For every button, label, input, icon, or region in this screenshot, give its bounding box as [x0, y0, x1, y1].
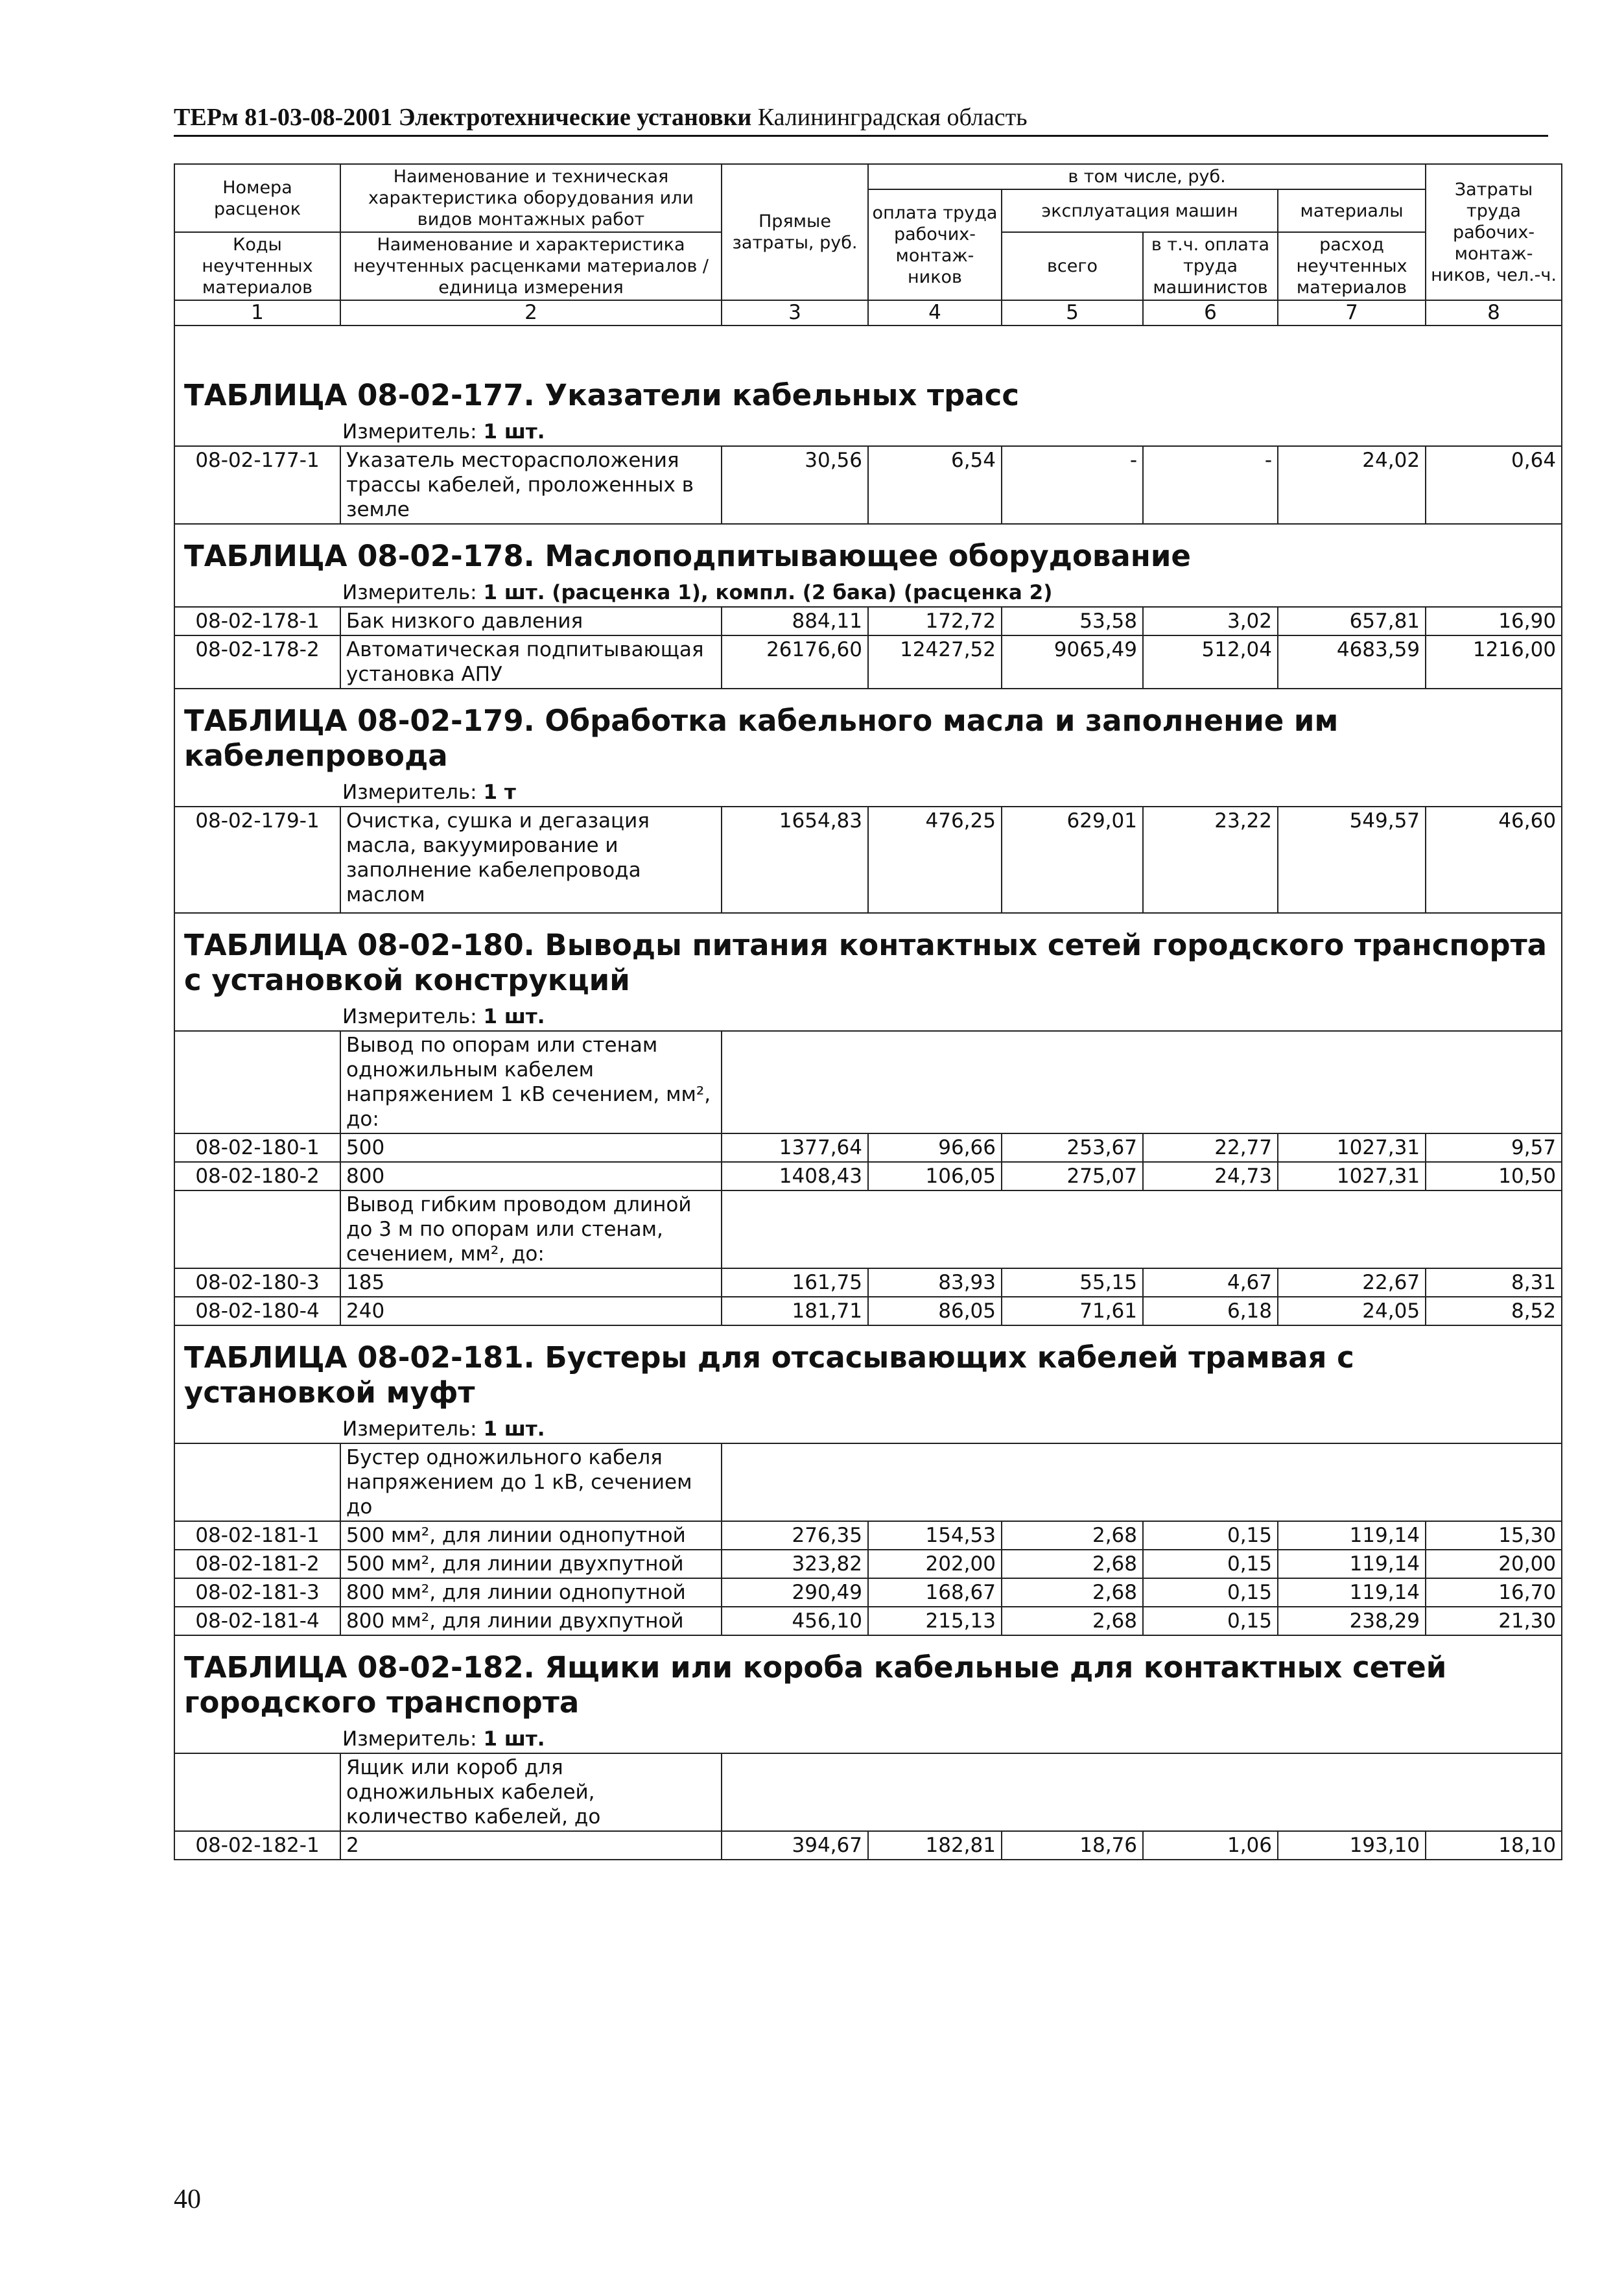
table-row [174, 807, 1562, 913]
labor-hours: 46,60 [1426, 807, 1562, 913]
section-title-177 [174, 326, 1562, 418]
labor-hours: 1216,00 [1426, 635, 1562, 689]
col-number: 3 [722, 300, 868, 326]
labor-pay: 168,67 [868, 1578, 1002, 1607]
table-row [174, 1607, 1562, 1635]
header-region: Калининградская область [757, 104, 1028, 131]
machines-total: 9065,49 [1002, 635, 1143, 689]
running-header [174, 102, 1548, 137]
measure-label: Измеритель: [342, 420, 477, 444]
measure-label: Измеритель: [342, 1417, 477, 1441]
rate-code: 08-02-181-1 [174, 1521, 340, 1550]
empty-cell [174, 1031, 340, 1133]
measure-label: Измеритель: [342, 781, 477, 804]
machines-total: 53,58 [1002, 607, 1143, 635]
rate-name: 185 [340, 1268, 722, 1297]
machinists-pay: 6,18 [1143, 1297, 1278, 1325]
header-code: ТЕРм 81-03-08-2001 [174, 104, 393, 131]
rate-name: 800 мм², для линии однопутной [340, 1578, 722, 1607]
rate-name: Бак низкого давления [340, 607, 722, 635]
col-ekspl: эксплуатация машин [1002, 189, 1278, 232]
materials: 238,29 [1278, 1607, 1426, 1635]
table-row [174, 1550, 1562, 1578]
table-row [174, 1268, 1562, 1297]
machines-total: 2,68 [1002, 1550, 1143, 1578]
machines-total: 2,68 [1002, 1607, 1143, 1635]
rate-name: 800 [340, 1162, 722, 1190]
materials: 4683,59 [1278, 635, 1426, 689]
measure-line [174, 1415, 1562, 1443]
table-header [174, 164, 1562, 326]
col-materialy: материалы [1278, 189, 1426, 232]
machines-total: 629,01 [1002, 807, 1143, 913]
empty-cell [722, 1443, 1562, 1521]
machinists-pay: 1,06 [1143, 1831, 1278, 1860]
section-heading: ТАБЛИЦА 08-02-179. Обработка кабельного масла и заполнение им кабелепровода [184, 704, 1339, 773]
group-heading: Вывод по опорам или стенам одножильным кабелем напряжением 1 кВ сечением, мм², до: [340, 1031, 722, 1133]
col-number: 1 [174, 300, 340, 326]
measure-line [174, 1003, 1562, 1031]
section-title-180 [174, 913, 1562, 1003]
materials: 119,14 [1278, 1521, 1426, 1550]
section-title-182 [174, 1635, 1562, 1725]
machinists-pay: 23,22 [1143, 807, 1278, 913]
group-heading-row [174, 1443, 1562, 1521]
empty-cell [174, 1753, 340, 1831]
measure-value: 1 шт. [483, 420, 545, 444]
labor-hours: 16,90 [1426, 607, 1562, 635]
direct-cost: 1377,64 [722, 1133, 868, 1162]
group-heading: Вывод гибким проводом длиной до 3 м по опорам или стенам, сечением, мм², до: [340, 1190, 722, 1268]
machinists-pay: 22,77 [1143, 1133, 1278, 1162]
machines-total: 275,07 [1002, 1162, 1143, 1190]
measure-value: 1 шт. [483, 1005, 545, 1028]
section-heading: ТАБЛИЦА 08-02-181. Бустеры для отсасывающих кабелей трамвая с установкой муфт [184, 1340, 1354, 1410]
labor-pay: 202,00 [868, 1550, 1002, 1578]
direct-cost: 161,75 [722, 1268, 868, 1297]
labor-pay: 12427,52 [868, 635, 1002, 689]
materials: 657,81 [1278, 607, 1426, 635]
col-kody: Коды неучтенных материалов [174, 232, 340, 300]
machines-total: 71,61 [1002, 1297, 1143, 1325]
materials: 119,14 [1278, 1578, 1426, 1607]
rate-name: 800 мм², для линии двухпутной [340, 1607, 722, 1635]
col-vtom: в том числе, руб. [868, 164, 1426, 189]
col-number: 7 [1278, 300, 1426, 326]
measure-value: 1 шт. [483, 1727, 545, 1751]
machines-total: - [1002, 446, 1143, 524]
direct-cost: 290,49 [722, 1578, 868, 1607]
measure-line [174, 418, 1562, 446]
direct-cost: 181,71 [722, 1297, 868, 1325]
col-naimen: Наименование и техническая характеристика оборудования или видов монтажных работ [340, 164, 722, 232]
machines-total: 253,67 [1002, 1133, 1143, 1162]
table-row [174, 607, 1562, 635]
materials: 119,14 [1278, 1550, 1426, 1578]
rate-name: 500 [340, 1133, 722, 1162]
rate-code: 08-02-182-1 [174, 1831, 340, 1860]
direct-cost: 323,82 [722, 1550, 868, 1578]
machines-total: 2,68 [1002, 1578, 1143, 1607]
labor-pay: 86,05 [868, 1297, 1002, 1325]
col-number: 2 [340, 300, 722, 326]
machinists-pay: 0,15 [1143, 1521, 1278, 1550]
rate-code: 08-02-180-1 [174, 1133, 340, 1162]
group-heading-row [174, 1031, 1562, 1133]
labor-hours: 8,31 [1426, 1268, 1562, 1297]
materials: 24,02 [1278, 446, 1426, 524]
materials: 22,67 [1278, 1268, 1426, 1297]
section-title-178 [174, 524, 1562, 579]
labor-hours: 21,30 [1426, 1607, 1562, 1635]
measure-label: Измеритель: [342, 581, 477, 604]
materials: 1027,31 [1278, 1133, 1426, 1162]
labor-hours: 0,64 [1426, 446, 1562, 524]
direct-cost: 30,56 [722, 446, 868, 524]
section-title-179 [174, 689, 1562, 779]
table-row [174, 1133, 1562, 1162]
labor-hours: 16,70 [1426, 1578, 1562, 1607]
machinists-pay: 0,15 [1143, 1607, 1278, 1635]
table-row [174, 446, 1562, 524]
machinists-pay: 0,15 [1143, 1578, 1278, 1607]
table-row [174, 1521, 1562, 1550]
labor-hours: 8,52 [1426, 1297, 1562, 1325]
page-number: 40 [174, 2184, 201, 2214]
rate-name: Автоматическая подпитывающая установка АПУ [340, 635, 722, 689]
machinists-pay: 24,73 [1143, 1162, 1278, 1190]
machinists-pay: 4,67 [1143, 1268, 1278, 1297]
group-heading-row [174, 1753, 1562, 1831]
table-row [174, 1297, 1562, 1325]
col-number: 4 [868, 300, 1002, 326]
materials: 549,57 [1278, 807, 1426, 913]
rate-code: 08-02-181-4 [174, 1607, 340, 1635]
section-heading: ТАБЛИЦА 08-02-177. Указатели кабельных трасс [184, 378, 1020, 412]
rate-name: 240 [340, 1297, 722, 1325]
rate-name: 500 мм², для линии двухпутной [340, 1550, 722, 1578]
labor-pay: 215,13 [868, 1607, 1002, 1635]
table-body [174, 326, 1562, 1860]
labor-pay: 154,53 [868, 1521, 1002, 1550]
rate-code: 08-02-179-1 [174, 807, 340, 913]
labor-pay: 476,25 [868, 807, 1002, 913]
col-pryamye: Прямые затраты, руб. [722, 164, 868, 300]
section-heading: ТАБЛИЦА 08-02-182. Ящики или короба кабельные для контактных сетей городского транспорта [184, 1650, 1447, 1720]
labor-hours: 18,10 [1426, 1831, 1562, 1860]
table-row [174, 1578, 1562, 1607]
group-heading: Бустер одножильного кабеля напряжением до 1 кВ, сечением до [340, 1443, 722, 1521]
rate-code: 08-02-180-4 [174, 1297, 340, 1325]
machinists-pay: 0,15 [1143, 1550, 1278, 1578]
empty-cell [722, 1753, 1562, 1831]
group-heading: Ящик или короб для одножильных кабелей, количество кабелей, до [340, 1753, 722, 1831]
measure-line [174, 1725, 1562, 1753]
materials: 193,10 [1278, 1831, 1426, 1860]
group-heading-row [174, 1190, 1562, 1268]
table-row [174, 1162, 1562, 1190]
measure-label: Измеритель: [342, 1727, 477, 1751]
direct-cost: 1654,83 [722, 807, 868, 913]
rate-code: 08-02-180-3 [174, 1268, 340, 1297]
section-heading: ТАБЛИЦА 08-02-180. Выводы питания контактных сетей городского транспорта с установкой конструкций [184, 928, 1548, 997]
direct-cost: 456,10 [722, 1607, 868, 1635]
labor-hours: 10,50 [1426, 1162, 1562, 1190]
header-title: Электротехнические установки [398, 104, 752, 131]
labor-pay: 106,05 [868, 1162, 1002, 1190]
labor-pay: 172,72 [868, 607, 1002, 635]
price-table [174, 163, 1562, 1860]
measure-value: 1 шт. (расценка 1), компл. (2 бака) (расценка 2) [483, 581, 1053, 604]
direct-cost: 26176,60 [722, 635, 868, 689]
rate-name: Очистка, сушка и дегазация масла, вакуумирование и заполнение кабелепровода маслом [340, 807, 722, 913]
rate-code: 08-02-181-2 [174, 1550, 340, 1578]
rate-code: 08-02-177-1 [174, 446, 340, 524]
col-nomera: Номера расценок [174, 164, 340, 232]
measure-line [174, 779, 1562, 807]
col-number: 6 [1143, 300, 1278, 326]
section-title-181 [174, 1325, 1562, 1415]
direct-cost: 1408,43 [722, 1162, 868, 1190]
rate-name: 500 мм², для линии однопутной [340, 1521, 722, 1550]
col-rashod: расход неучтенных материалов [1278, 232, 1426, 300]
labor-hours: 20,00 [1426, 1550, 1562, 1578]
labor-pay: 83,93 [868, 1268, 1002, 1297]
machines-total: 2,68 [1002, 1521, 1143, 1550]
col-oplata: оплата труда рабочих-монтаж-ников [868, 189, 1002, 300]
section-heading: ТАБЛИЦА 08-02-178. Маслоподпитывающее оборудование [184, 539, 1191, 573]
empty-cell [722, 1031, 1562, 1133]
labor-pay: 6,54 [868, 446, 1002, 524]
materials: 24,05 [1278, 1297, 1426, 1325]
empty-cell [174, 1190, 340, 1268]
materials: 1027,31 [1278, 1162, 1426, 1190]
table-row [174, 635, 1562, 689]
measure-line [174, 579, 1562, 607]
rate-code: 08-02-178-2 [174, 635, 340, 689]
rate-name: Указатель месторасположения трассы кабелей, проложенных в земле [340, 446, 722, 524]
machines-total: 18,76 [1002, 1831, 1143, 1860]
labor-pay: 182,81 [868, 1831, 1002, 1860]
measure-label: Измеритель: [342, 1005, 477, 1028]
col-number: 8 [1426, 300, 1562, 326]
empty-cell [174, 1443, 340, 1521]
col-vtch: в т.ч. оплата труда машинистов [1143, 232, 1278, 300]
col-number: 5 [1002, 300, 1143, 326]
direct-cost: 394,67 [722, 1831, 868, 1860]
machines-total: 55,15 [1002, 1268, 1143, 1297]
labor-hours: 15,30 [1426, 1521, 1562, 1550]
machinists-pay: - [1143, 446, 1278, 524]
machinists-pay: 512,04 [1143, 635, 1278, 689]
rate-name: 2 [340, 1831, 722, 1860]
col-vsego: всего [1002, 232, 1143, 300]
rate-code: 08-02-178-1 [174, 607, 340, 635]
labor-hours: 9,57 [1426, 1133, 1562, 1162]
measure-value: 1 т [483, 781, 516, 804]
rate-code: 08-02-181-3 [174, 1578, 340, 1607]
direct-cost: 276,35 [722, 1521, 868, 1550]
empty-cell [722, 1190, 1562, 1268]
labor-pay: 96,66 [868, 1133, 1002, 1162]
measure-value: 1 шт. [483, 1417, 545, 1441]
col-naimen2: Наименование и характеристика неучтенных расценками материалов / единица измерения [340, 232, 722, 300]
rate-code: 08-02-180-2 [174, 1162, 340, 1190]
column-numbers-row [174, 300, 1562, 326]
table-row [174, 1831, 1562, 1860]
direct-cost: 884,11 [722, 607, 868, 635]
col-zatraty: Затраты труда рабочих-монтаж-ников, чел.-ч. [1426, 164, 1562, 300]
machinists-pay: 3,02 [1143, 607, 1278, 635]
